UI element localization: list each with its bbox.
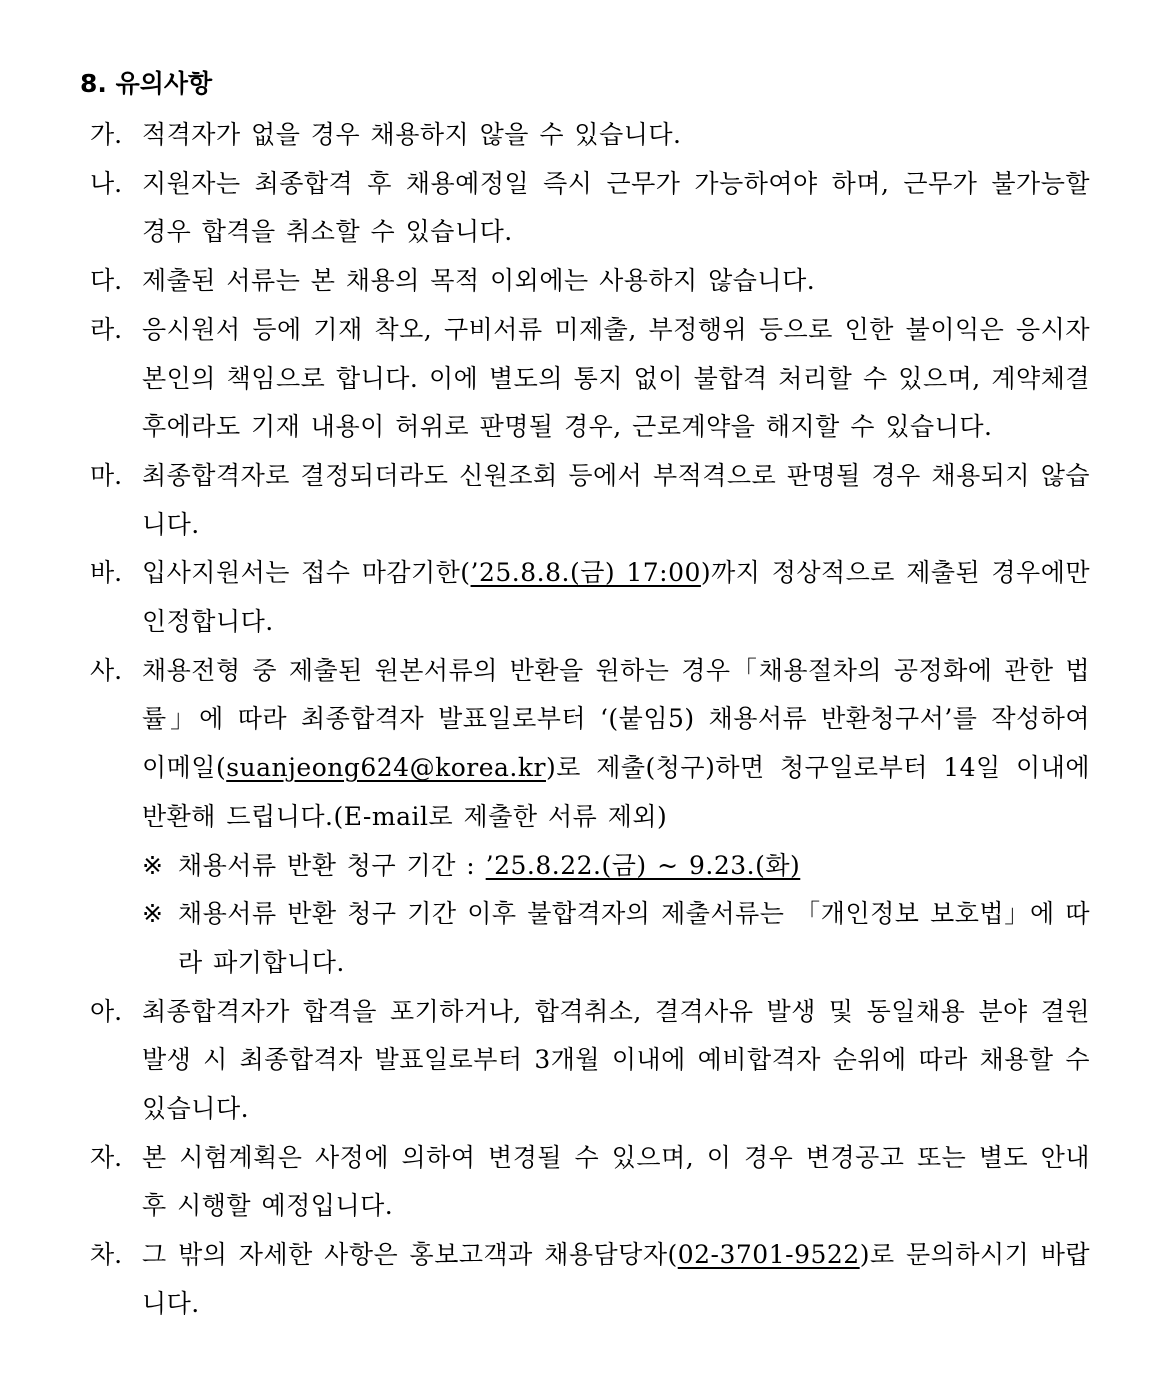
item-text: 최종합격자로 결정되더라도 신원조회 등에서 부적격으로 판명될 경우 채용되지 않습니다. — [142, 460, 1090, 539]
note-text: 채용서류 반환 청구 기간 이후 불합격자의 제출서류는 「개인정보 보호법」에 따라 파기합니다. — [178, 899, 1090, 977]
item-text — [142, 549, 1090, 646]
item-text: 응시원서 등에 기재 착오, 구비서류 미제출, 부정행위 등으로 인한 불이익은 응시자 본인의 책임으로 합니다. 이에 별도의 통지 없이 불합격 처리할 수 있으며, 계약체결 후에라도 기재 내용이 허위로 판명될 경우, 근로계약을 해지할 수 있습니다. — [142, 314, 1090, 442]
note-disposal — [142, 890, 1090, 987]
notice-item-a — [90, 988, 1090, 1134]
note-return-period — [142, 842, 1090, 891]
item-text: 지원자는 최종합격 후 채용예정일 즉시 근무가 가능하여야 하며, 근무가 불가능할 경우 합격을 취소할 수 있습니다. — [142, 168, 1090, 247]
item-text-before: 그 밖의 자세한 사항은 홍보고객과 채용담당자( — [142, 1240, 678, 1270]
item-marker: 차. — [90, 1240, 123, 1270]
return-period: ’25.8.22.(금) ~ 9.23.(화) — [485, 850, 801, 880]
notice-item-ra — [90, 306, 1090, 452]
item-text-before: 입사지원서는 접수 마감기한( — [142, 558, 471, 588]
email-link[interactable]: suanjeong624@korea.kr — [226, 753, 546, 783]
notice-item-sa — [90, 647, 1090, 988]
item-marker: 바. — [90, 558, 123, 588]
item-marker: 라. — [90, 314, 123, 344]
item-paragraph — [142, 647, 1090, 842]
notice-list — [90, 111, 1090, 1329]
notice-item-ga — [90, 111, 1090, 160]
item-text-after: )까지 정상적으로 제출된 경우에만 인정합니다. — [142, 558, 1090, 637]
item-text-after: )로 문의하시기 바랍니다. — [142, 1240, 1090, 1318]
note-label: 채용서류 반환 청구 기간 : — [178, 850, 486, 880]
note-mark: ※ — [142, 850, 164, 880]
notice-item-cha — [90, 1231, 1090, 1328]
item-marker: 다. — [90, 266, 123, 296]
notice-item-na — [90, 160, 1090, 257]
deadline-date: ’25.8.8.(금) 17:00 — [470, 558, 701, 588]
item-text: 최종합격자가 합격을 포기하거나, 합격취소, 결격사유 발생 및 동일채용 분야 결원 발생 시 최종합격자 발표일로부터 3개월 이내에 예비합격자 순위에 따라 채용할 수 있습니다. — [142, 996, 1090, 1124]
item-marker: 마. — [90, 460, 123, 490]
item-text: 적격자가 없을 경우 채용하지 않을 수 있습니다. — [142, 120, 682, 149]
notice-item-da — [90, 257, 1090, 306]
item-text — [142, 1231, 1090, 1328]
notice-item-ma — [90, 452, 1090, 549]
item-text — [142, 647, 1090, 988]
item-text: 제출된 서류는 본 채용의 목적 이외에는 사용하지 않습니다. — [142, 266, 816, 296]
item-marker: 가. — [90, 120, 123, 149]
item-marker: 아. — [90, 996, 123, 1026]
notice-item-ba — [90, 549, 1090, 646]
note-mark: ※ — [142, 899, 164, 929]
item-text-before: 채용전형 중 제출된 원본서류의 반환을 원하는 경우「채용절차의 공정화에 관한 법률」에 따라 최종합격자 발표일로부터 ‘(붙임5) 채용서류 반환청구서’를 작성하여 이메일( — [142, 655, 1090, 783]
phone-number[interactable]: 02-3701-9522 — [677, 1240, 860, 1270]
item-text: 본 시험계획은 사정에 의하여 변경될 수 있으며, 이 경우 변경공고 또는 별도 안내 후 시행할 예정입니다. — [142, 1142, 1090, 1221]
note-text — [178, 842, 1090, 891]
item-marker: 나. — [90, 168, 123, 198]
section-title: 8. 유의사항 — [80, 69, 213, 98]
item-marker: 자. — [90, 1142, 123, 1172]
notice-item-ja — [90, 1134, 1090, 1231]
item-text-after: )로 제출(청구)하면 청구일로부터 14일 이내에 반환해 드립니다.(E-mail로 제출한 서류 제외) — [142, 753, 1090, 831]
item-marker: 사. — [90, 655, 123, 685]
